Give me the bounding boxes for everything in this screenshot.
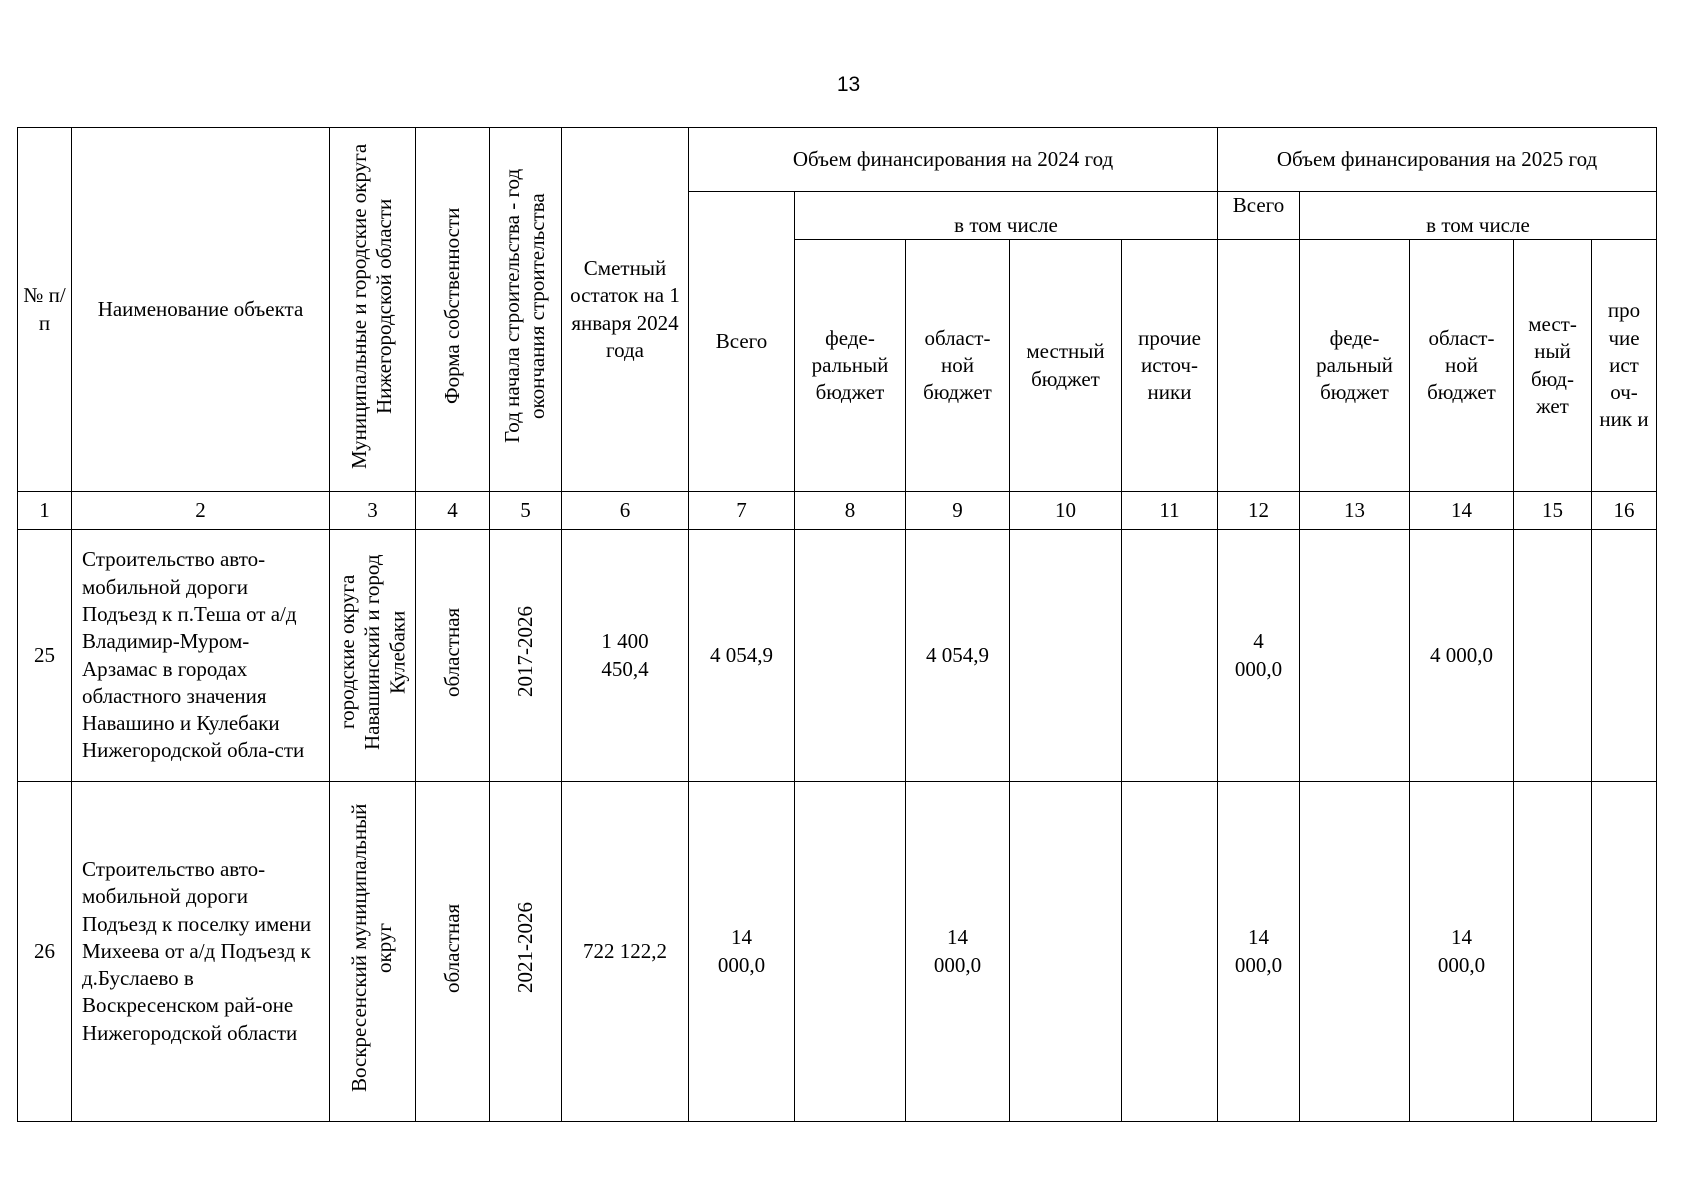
header-federal-2024: феде-ральный бюджет [795, 240, 906, 492]
row-regional-2024-text: 14 000,0 [933, 925, 982, 977]
row-regional-2024: 4 054,9 [906, 530, 1010, 782]
row-regional-2024 [906, 782, 1010, 1122]
row-name: Строительство авто-мобильной дороги Подъезд к поселку имени Михеева от а/д Подъезд к д.Буслаево в Воскресенском рай-оне Нижегородской области [72, 782, 330, 1122]
column-number: 11 [1122, 492, 1218, 530]
header-including-2024: в том числе [795, 192, 1218, 240]
header-municipal-text: Муниципальные и городские округа Нижегородской области [347, 143, 397, 469]
row-local-2025 [1514, 530, 1592, 782]
row-ownership-text: областная [439, 607, 464, 697]
column-number: 6 [562, 492, 689, 530]
row-num: 25 [18, 530, 72, 782]
column-number: 1 [18, 492, 72, 530]
row-federal-2025 [1300, 530, 1410, 782]
header-total-2025: Всего [1218, 192, 1300, 240]
row-municipal-text: городские округа Навашинский и город Кулебаки [334, 554, 410, 750]
row-estimate-text: 1 400 450,4 [601, 629, 649, 681]
column-number: 12 [1218, 492, 1300, 530]
row-total-2025-text: 4 000,0 [1234, 629, 1283, 681]
row-years-text: 2021-2026 [512, 902, 537, 994]
row-years [490, 530, 562, 782]
row-local-2024 [1010, 530, 1122, 782]
header-years-text: Год начала строительства - год окончания строительства [500, 168, 550, 443]
column-number: 5 [490, 492, 562, 530]
row-local-2024 [1010, 782, 1122, 1122]
row-other-2024 [1122, 782, 1218, 1122]
row-total-2024-text: 14 000,0 [717, 925, 766, 977]
header-municipal [330, 128, 416, 492]
row-years-text: 2017-2026 [512, 606, 537, 698]
row-total-2025 [1218, 530, 1300, 782]
header-federal-2025: феде-ральный бюджет [1300, 240, 1410, 492]
row-regional-2025-text: 14 000,0 [1437, 925, 1486, 977]
row-federal-2025 [1300, 782, 1410, 1122]
header-ownership [416, 128, 490, 492]
header-fin-2025: Объем финансирования на 2025 год [1218, 128, 1657, 192]
header-years [490, 128, 562, 492]
column-number: 16 [1592, 492, 1657, 530]
column-number: 9 [906, 492, 1010, 530]
row-other-2025 [1592, 782, 1657, 1122]
row-other-2024 [1122, 530, 1218, 782]
header-fin-2024: Объем финансирования на 2024 год [689, 128, 1218, 192]
row-ownership [416, 782, 490, 1122]
header-other-2025: про чие ист оч-ник и [1592, 240, 1657, 492]
column-number: 14 [1410, 492, 1514, 530]
table-row [18, 782, 1657, 1122]
column-number-row [18, 492, 1657, 530]
header-blank-2025 [1218, 240, 1300, 492]
row-ownership [416, 530, 490, 782]
row-name: Строительство авто-мобильной дороги Подъезд к п.Теша от а/д Владимир-Муром-Арзамас в городах областного значения Навашино и Кулебаки Нижегородской обла-сти [72, 530, 330, 782]
header-estimate: Сметный остаток на 1 января 2024 года [562, 128, 689, 492]
row-municipal-text: Воскресенский муниципальный округ [347, 803, 397, 1093]
header-other-2024: прочие источ-ники [1122, 240, 1218, 492]
header-ownership-text: Форма собственности [439, 207, 464, 405]
row-total-2025-text: 14 000,0 [1234, 925, 1283, 977]
row-local-2025 [1514, 782, 1592, 1122]
header-num: № п/п [18, 128, 72, 492]
header-including-2025: в том числе [1300, 192, 1657, 240]
row-estimate: 722 122,2 [562, 782, 689, 1122]
row-federal-2024 [795, 530, 906, 782]
financing-table [17, 127, 1657, 1122]
header-row-1 [18, 128, 1657, 192]
row-other-2025 [1592, 530, 1657, 782]
row-regional-2025: 4 000,0 [1410, 530, 1514, 782]
row-num: 26 [18, 782, 72, 1122]
header-total-2024: Всего [689, 192, 795, 492]
header-name: Наименование объекта [72, 128, 330, 492]
row-total-2025 [1218, 782, 1300, 1122]
row-ownership-text: областная [439, 903, 464, 993]
column-number: 10 [1010, 492, 1122, 530]
row-total-2024 [689, 782, 795, 1122]
column-number: 8 [795, 492, 906, 530]
column-number: 7 [689, 492, 795, 530]
row-years [490, 782, 562, 1122]
header-regional-2025: област-ной бюджет [1410, 240, 1514, 492]
column-number: 2 [72, 492, 330, 530]
row-total-2024: 4 054,9 [689, 530, 795, 782]
row-municipal [330, 530, 416, 782]
header-local-2025: мест-ный бюд-жет [1514, 240, 1592, 492]
table-row [18, 530, 1657, 782]
header-regional-2024: област-ной бюджет [906, 240, 1010, 492]
row-federal-2024 [795, 782, 906, 1122]
row-municipal [330, 782, 416, 1122]
row-estimate [562, 530, 689, 782]
column-number: 3 [330, 492, 416, 530]
column-number: 4 [416, 492, 490, 530]
page-number: 13 [836, 73, 861, 96]
header-local-2024: местный бюджет [1010, 240, 1122, 492]
column-number: 13 [1300, 492, 1410, 530]
column-number: 15 [1514, 492, 1592, 530]
row-regional-2025 [1410, 782, 1514, 1122]
